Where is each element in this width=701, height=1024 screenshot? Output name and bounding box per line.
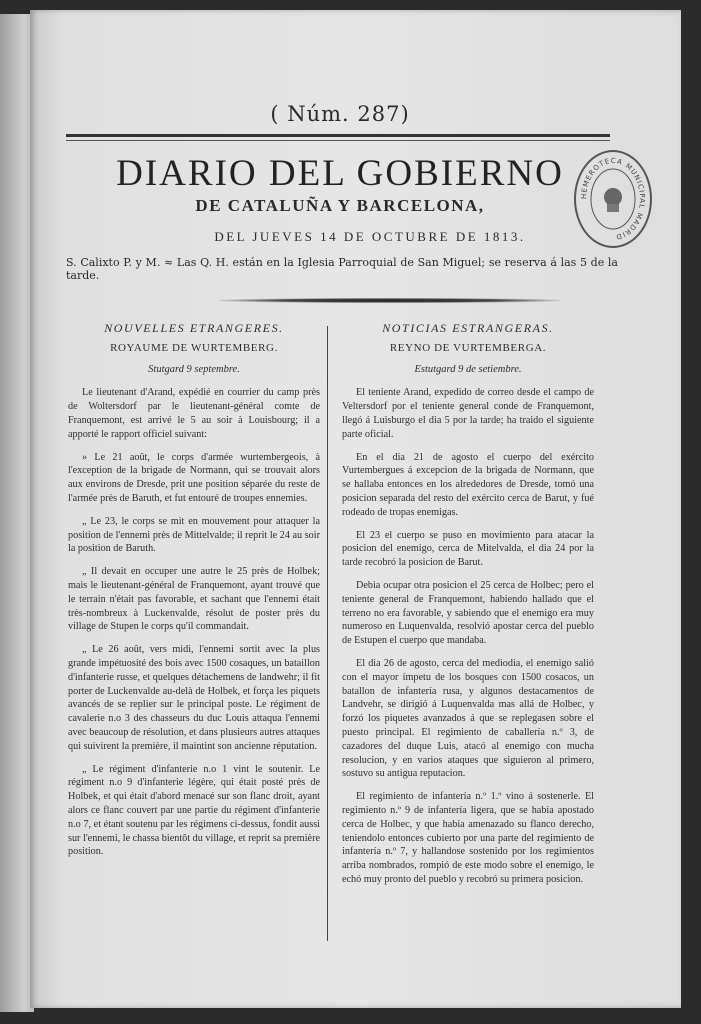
paragraph: Debia ocupar otra posicion el 25 cerca de Holbec; pero el teniente general de Franquemont, habiendo hallado que el terreno no era favorable, y sabiendo que el enemigo era muy numeroso en Luquenvalda, resolvió apostar cerca del pueblo de Estupen el cuerpo que mandaba.: [342, 579, 594, 647]
column-divider: [327, 326, 328, 941]
paragraph: „ Le 23, le corps se mit en mouvement pour attaquer la position de l'ennemi près de Mittelvalde; il reprit le 24 au soir la position de Baruth.: [68, 515, 320, 555]
newspaper-subtitle: DE CATALUÑA Y BARCELONA,: [195, 196, 485, 215]
paragraph: El regimiento de infantería n.º 1.º vino á sostenerle. El regimiento n.º 9 de infantería ligera, que se habia apostado cerca de Holbec, y que habia amenazado su flanco derecho, teniendolo entonces cubierto por una parte del regimiento de infantería n.º 7, y hallandose sostenido por los regimientos arriba nombrados, rompió de este modo sobre el enemigo, le echó muy pronto del pueblo y recobró su primera posicion.: [342, 791, 594, 885]
french-column: [68, 322, 320, 868]
column-heading: NOTICIAS ESTRANGERAS.: [382, 321, 554, 335]
newspaper-title: DIARIO DEL GOBIERNO: [116, 153, 564, 194]
issue-date: DEL JUEVES 14 DE OCTUBRE DE 1813.: [214, 229, 526, 244]
paragraph: En el dia 21 de agosto el cuerpo del exército Vurtembergues á excepcion de la brigada de Normann, que se hallaba entonces en los alrededores de Dresde, tomó una posicion separada del resto del exército cerca de Barut, y fué rodeado de tropas enemigas.: [342, 451, 594, 518]
newspaper-page: [30, 10, 681, 1008]
previous-page-edge: [0, 14, 34, 1012]
column-heading: NOUVELLES ETRANGERES.: [104, 321, 284, 335]
paragraph: » Le 21 août, le corps d'armée wurtembergeois, à l'exception de la brigade de Normann, qui se trouvait alors aux environs de Dresde, prit une position séparée du reste de l'armée près de Baruth, et fut entouré de troupes ennemies.: [68, 451, 320, 504]
spanish-column: [342, 322, 594, 896]
column-dateline: Stutgard 9 septembre.: [148, 363, 240, 375]
issue-number: ( Núm. 287): [270, 102, 410, 126]
stamp-text: HEMEROTECA MUNICIPAL MADRID: [579, 156, 647, 241]
stamp-seal-icon: [576, 152, 650, 246]
library-stamp: [574, 150, 652, 248]
paragraph: El 23 el cuerpo se puso en movimiento para atacar la posicion del enemigo, cerca de Mitelvalda, el dia 24 por la tarde recobró la posicion de Barut.: [342, 529, 594, 569]
paragraph: „ Le 26 août, vers midi, l'ennemi sortit avec la plus grande impétuosité des bois avec 1500 cosaques, un bataillon d'infanterie russe, et quelques détachemens de landwehr; il fit porter de Luckenvalde au-delà de Holbek, et força les piquets avancés de se replier sur le principal poste. Le régiment de cavalerie n.o 3 des chasseurs du duc Louis attaqua l'ennemi avec beaucoup de résolution, et dans plusieurs autres attaques qui suivirent la première, il maintint son ancienne réputation.: [68, 644, 320, 752]
paragraph: Le lieutenant d'Arand, expédié en courrier du camp près de Woltersdorf par le lieutenant-général comte de Franquemont, est arrivé le 5 au soir à Louisbourg; il a apporté le rapport officiel suivant:: [68, 387, 320, 440]
saints-notice: S. Calixto P. y M. ≈ Las Q. H. están en la Iglesia Parroquial de San Miguel; se reserva á las 5 de la tarde.: [66, 256, 618, 282]
column-dateline: Estutgard 9 de setiembre.: [414, 363, 522, 375]
ornamental-rule: [220, 298, 560, 303]
paragraph: El dia 26 de agosto, cerca del mediodia, el enemigo salió con el mayor ímpetu de los bosques con 1500 cosacos, un batallon de infantería rusa, y algunos destacamentos de Landvehr, se dirigió á Luquenvalda mas allá de Holbec, y forzó los piquetes avanzados á que se replegasen sobre el puesto principal. El regimiento de caballería n.º 3, de cazadores del duque Luis, atacó al enemigo con mucha resolucion, y en varios ataques que siguieron al primero, sostuvo su antigua reputacion.: [342, 657, 594, 780]
header-rule: [66, 134, 610, 137]
column-subheading: ROYAUME DE WURTEMBERG.: [110, 341, 278, 354]
column-subheading: REYNO DE VURTEMBERGA.: [389, 341, 547, 354]
paragraph: El teniente Arand, expedido de correo desde el campo de Veltersdorf por el teniente general conde de Franquemont, llegó á Luisburgo el dia 5 por la tarde; ha traido el siguiente parte oficial.: [342, 387, 594, 440]
paragraph: „ Il devait en occuper une autre le 25 près de Holbek; mais le lieutenant-général de Franquemont, ayant trouvé que le terrain n'était pas favorable, et sachant que l'ennemi était très-nombreux à Luckenvalde, résolut de poster près du village de Stupen le corps qu'il commandait.: [68, 566, 320, 633]
paragraph: „ Le régiment d'infanterie n.o 1 vint le soutenir. Le régiment n.o 9 d'infanterie légère, qui était posté près de Holbek, et qui était d'abord menacé sur son flanc droit, ayant alors ce flanc couvert par une partie du régiment d'infanterie n.o 7, et étant soutenu par les régimens ci-dessus, fondit aussi sur l'ennemi, le chassa bientôt du village, et reprit sa première position.: [68, 763, 320, 858]
